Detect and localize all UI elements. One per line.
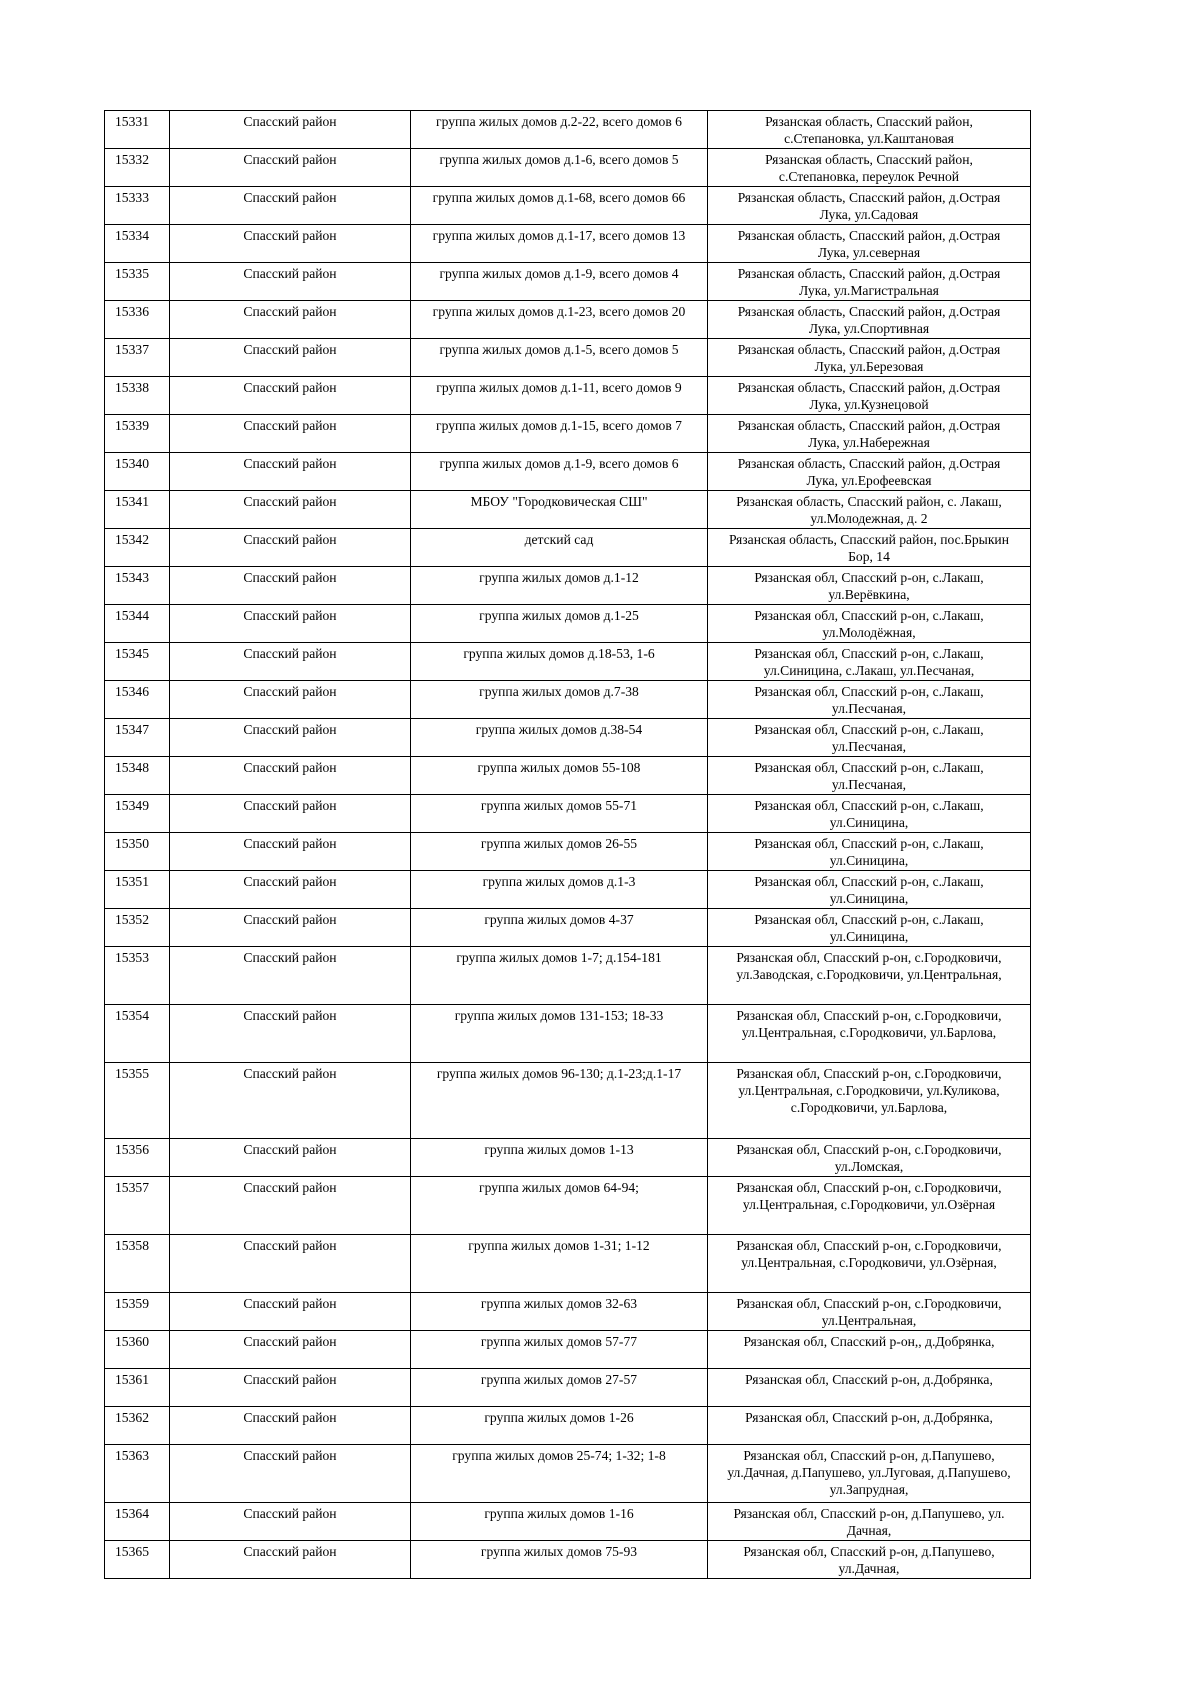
address-line: Лука, ул.Ерофеевская [806, 473, 932, 488]
table-row [105, 339, 1031, 377]
table-row [105, 263, 1031, 301]
address-line: Рязанская область, Спасский район, д.Острая [737, 304, 1001, 319]
table-row [105, 1177, 1031, 1235]
address-line: Бор, 14 [848, 549, 890, 564]
table-row [105, 605, 1031, 643]
address-line: Лука, ул.Спортивная [808, 321, 930, 336]
row-number-cell: 15336 [105, 301, 170, 339]
objects-table-body [105, 111, 1031, 1579]
district-cell: Спасский район [170, 947, 411, 1005]
district-cell: Спасский район [170, 453, 411, 491]
address-line: Рязанская обл, Спасский р-он, с.Лакаш, [754, 836, 984, 851]
address-line: Рязанская обл, Спасский р-он, д.Папушево, [743, 1544, 995, 1559]
address-line: ул.Синицина, [829, 853, 909, 868]
address-line: ул.Заводская, с.Городковичи, ул.Центральная, [736, 967, 1002, 982]
address-cell [708, 187, 1031, 225]
object-cell: группа жилых домов д.1-68, всего домов 66 [411, 187, 708, 225]
object-cell: группа жилых домов д.1-11, всего домов 9 [411, 377, 708, 415]
address-line: ул.Центральная, с.Городковичи, ул.Озёрная, [741, 1255, 997, 1270]
district-cell: Спасский район [170, 1445, 411, 1503]
address-line: с.Степановка, переулок Речной [778, 169, 960, 184]
address-line: Рязанская обл, Спасский р-он, с.Лакаш, [754, 684, 984, 699]
address-line: ул.Дачная, д.Папушево, ул.Луговая, д.Папушево, [727, 1465, 1011, 1480]
row-number-cell: 15349 [105, 795, 170, 833]
row-number-cell: 15347 [105, 719, 170, 757]
table-row [105, 453, 1031, 491]
object-cell: группа жилых домов 55-108 [411, 757, 708, 795]
address-line: ул.Дачная, [838, 1561, 900, 1576]
address-cell [708, 681, 1031, 719]
address-cell [708, 111, 1031, 149]
address-line: ул.Песчаная, [831, 739, 907, 754]
table-row [105, 757, 1031, 795]
address-cell [708, 643, 1031, 681]
district-cell: Спасский район [170, 1369, 411, 1407]
address-cell [708, 453, 1031, 491]
address-cell [708, 1139, 1031, 1177]
district-cell: Спасский район [170, 491, 411, 529]
object-cell: группа жилых домов д.18-53, 1-6 [411, 643, 708, 681]
object-cell: группа жилых домов 1-26 [411, 1407, 708, 1445]
address-line: ул.Синицина, с.Лакаш, ул.Песчаная, [763, 663, 975, 678]
district-cell: Спасский район [170, 339, 411, 377]
address-line: Рязанская обл, Спасский р-он, д.Добрянка, [745, 1372, 993, 1387]
object-cell: группа жилых домов 64-94; [411, 1177, 708, 1235]
address-cell [708, 1503, 1031, 1541]
row-number-cell: 15339 [105, 415, 170, 453]
address-line: Рязанская обл, Спасский р-он, с.Городковичи, [736, 1238, 1002, 1253]
table-row [105, 111, 1031, 149]
table-row [105, 529, 1031, 567]
district-cell: Спасский район [170, 1331, 411, 1369]
object-cell: группа жилых домов 1-7; д.154-181 [411, 947, 708, 1005]
address-line: Рязанская обл, Спасский р-он, с.Лакаш, [754, 760, 984, 775]
address-cell [708, 1063, 1031, 1139]
address-line: Лука, ул.северная [817, 245, 921, 260]
table-row [105, 1063, 1031, 1139]
address-line: Рязанская обл, Спасский р-он, с.Лакаш, [754, 798, 984, 813]
address-line: Дачная, [846, 1523, 892, 1538]
address-line: Рязанская обл, Спасский р-он, с.Городковичи, [736, 1180, 1002, 1195]
row-number-cell: 15352 [105, 909, 170, 947]
object-cell: группа жилых домов 57-77 [411, 1331, 708, 1369]
row-number-cell: 15356 [105, 1139, 170, 1177]
row-number-cell: 15334 [105, 225, 170, 263]
address-line: Рязанская обл, Спасский р-он, д.Добрянка, [745, 1410, 993, 1425]
district-cell: Спасский район [170, 833, 411, 871]
district-cell: Спасский район [170, 567, 411, 605]
address-line: Лука, ул.Садовая [819, 207, 919, 222]
table-row [105, 1369, 1031, 1407]
address-line: Рязанская область, Спасский район, с. Лакаш, [736, 494, 1002, 509]
row-number-cell: 15357 [105, 1177, 170, 1235]
district-cell: Спасский район [170, 1139, 411, 1177]
address-line: Рязанская обл, Спасский р-он, с.Лакаш, [754, 912, 984, 927]
address-line: ул.Молодёжная, [822, 625, 916, 640]
address-cell [708, 1005, 1031, 1063]
address-cell [708, 1445, 1031, 1503]
object-cell: группа жилых домов 1-31; 1-12 [411, 1235, 708, 1293]
district-cell: Спасский район [170, 263, 411, 301]
district-cell: Спасский район [170, 111, 411, 149]
address-line: ул.Синицина, [829, 815, 909, 830]
address-line: Рязанская обл, Спасский р-он, с.Лакаш, [754, 570, 984, 585]
address-cell [708, 1293, 1031, 1331]
address-line: ул.Молодежная, д. 2 [810, 511, 928, 526]
address-cell [708, 1235, 1031, 1293]
object-cell: группа жилых домов 55-71 [411, 795, 708, 833]
row-number-cell: 15364 [105, 1503, 170, 1541]
address-line: Рязанская обл, Спасский р-он,, д.Добрянка, [743, 1334, 995, 1349]
row-number-cell: 15344 [105, 605, 170, 643]
row-number-cell: 15358 [105, 1235, 170, 1293]
table-row [105, 1541, 1031, 1579]
address-cell [708, 605, 1031, 643]
row-number-cell: 15353 [105, 947, 170, 1005]
object-cell: группа жилых домов 32-63 [411, 1293, 708, 1331]
district-cell: Спасский район [170, 1235, 411, 1293]
address-cell [708, 529, 1031, 567]
address-line: Рязанская обл, Спасский р-он, с.Городковичи, [736, 1008, 1002, 1023]
district-cell: Спасский район [170, 643, 411, 681]
address-line: Рязанская обл, Спасский р-он, с.Городковичи, [736, 950, 1002, 965]
address-line: Рязанская обл, Спасский р-он, с.Лакаш, [754, 646, 984, 661]
address-line: Рязанская область, Спасский район, [765, 152, 973, 167]
address-line: Рязанская обл, Спасский р-он, с.Городковичи, [736, 1296, 1002, 1311]
object-cell: группа жилых домов 4-37 [411, 909, 708, 947]
row-number-cell: 15355 [105, 1063, 170, 1139]
district-cell: Спасский район [170, 605, 411, 643]
address-cell [708, 567, 1031, 605]
address-line: Рязанская обл, Спасский р-он, с.Городковичи, [736, 1066, 1002, 1081]
district-cell: Спасский район [170, 719, 411, 757]
address-line: Рязанская область, Спасский район, д.Острая [737, 228, 1001, 243]
address-cell [708, 1369, 1031, 1407]
table-row [105, 681, 1031, 719]
address-line: Рязанская область, Спасский район, д.Острая [737, 418, 1001, 433]
table-row [105, 1235, 1031, 1293]
address-line: с.Степановка, ул.Каштановая [784, 131, 954, 146]
row-number-cell: 15338 [105, 377, 170, 415]
object-cell: группа жилых домов д.1-6, всего домов 5 [411, 149, 708, 187]
row-number-cell: 15350 [105, 833, 170, 871]
row-number-cell: 15331 [105, 111, 170, 149]
row-number-cell: 15361 [105, 1369, 170, 1407]
address-line: Рязанская обл, Спасский р-он, с.Городковичи, [736, 1142, 1002, 1157]
object-cell: группа жилых домов 1-16 [411, 1503, 708, 1541]
district-cell: Спасский район [170, 1063, 411, 1139]
object-cell: группа жилых домов 1-13 [411, 1139, 708, 1177]
district-cell: Спасский район [170, 1503, 411, 1541]
table-row [105, 947, 1031, 1005]
object-cell: группа жилых домов 131-153; 18-33 [411, 1005, 708, 1063]
address-cell [708, 415, 1031, 453]
table-row [105, 567, 1031, 605]
table-row [105, 719, 1031, 757]
table-row [105, 643, 1031, 681]
row-number-cell: 15362 [105, 1407, 170, 1445]
address-line: с.Городковичи, ул.Барлова, [790, 1100, 948, 1115]
address-cell [708, 301, 1031, 339]
district-cell: Спасский район [170, 1005, 411, 1063]
district-cell: Спасский район [170, 909, 411, 947]
object-cell: группа жилых домов д.1-3 [411, 871, 708, 909]
address-cell [708, 1541, 1031, 1579]
district-cell: Спасский район [170, 1293, 411, 1331]
row-number-cell: 15332 [105, 149, 170, 187]
table-row [105, 1503, 1031, 1541]
address-line: Рязанская область, Спасский район, пос.Брыкин [729, 532, 1009, 547]
address-cell [708, 263, 1031, 301]
district-cell: Спасский район [170, 377, 411, 415]
address-line: ул.Ломская, [834, 1159, 904, 1174]
table-row [105, 149, 1031, 187]
district-cell: Спасский район [170, 225, 411, 263]
object-cell: группа жилых домов д.1-9, всего домов 6 [411, 453, 708, 491]
address-line: ул.Песчаная, [831, 777, 907, 792]
address-cell [708, 1177, 1031, 1235]
row-number-cell: 15333 [105, 187, 170, 225]
address-line: Рязанская область, Спасский район, д.Острая [737, 380, 1001, 395]
address-line: ул.Центральная, с.Городковичи, ул.Барлова, [741, 1025, 997, 1040]
district-cell: Спасский район [170, 795, 411, 833]
district-cell: Спасский район [170, 757, 411, 795]
row-number-cell: 15342 [105, 529, 170, 567]
address-line: Лука, ул.Березовая [814, 359, 924, 374]
table-row [105, 377, 1031, 415]
address-cell [708, 909, 1031, 947]
table-row [105, 1331, 1031, 1369]
object-cell: группа жилых домов д.1-5, всего домов 5 [411, 339, 708, 377]
address-cell [708, 1331, 1031, 1369]
table-row [105, 301, 1031, 339]
address-cell [708, 719, 1031, 757]
table-row [105, 795, 1031, 833]
district-cell: Спасский район [170, 871, 411, 909]
objects-table [104, 110, 1031, 1579]
table-row [105, 1407, 1031, 1445]
district-cell: Спасский район [170, 1407, 411, 1445]
row-number-cell: 15363 [105, 1445, 170, 1503]
table-row [105, 415, 1031, 453]
address-cell [708, 225, 1031, 263]
district-cell: Спасский район [170, 529, 411, 567]
object-cell: группа жилых домов 25-74; 1-32; 1-8 [411, 1445, 708, 1503]
row-number-cell: 15343 [105, 567, 170, 605]
object-cell: группа жилых домов 75-93 [411, 1541, 708, 1579]
address-line: Рязанская обл, Спасский р-он, с.Лакаш, [754, 608, 984, 623]
address-line: ул.Синицина, [829, 929, 909, 944]
address-line: ул.Песчаная, [831, 701, 907, 716]
row-number-cell: 15345 [105, 643, 170, 681]
row-number-cell: 15360 [105, 1331, 170, 1369]
address-line: ул.Центральная, [821, 1313, 917, 1328]
object-cell: детский сад [411, 529, 708, 567]
row-number-cell: 15354 [105, 1005, 170, 1063]
row-number-cell: 15341 [105, 491, 170, 529]
address-line: Рязанская область, Спасский район, [765, 114, 973, 129]
table-row [105, 833, 1031, 871]
row-number-cell: 15335 [105, 263, 170, 301]
object-cell: группа жилых домов д.1-17, всего домов 13 [411, 225, 708, 263]
address-cell [708, 491, 1031, 529]
district-cell: Спасский район [170, 149, 411, 187]
object-cell: группа жилых домов 27-57 [411, 1369, 708, 1407]
object-cell: группа жилых домов д.1-23, всего домов 20 [411, 301, 708, 339]
address-cell [708, 871, 1031, 909]
object-cell: группа жилых домов д.1-12 [411, 567, 708, 605]
address-cell [708, 947, 1031, 1005]
address-line: Лука, ул.Магистральная [799, 283, 939, 298]
row-number-cell: 15346 [105, 681, 170, 719]
row-number-cell: 15359 [105, 1293, 170, 1331]
row-number-cell: 15337 [105, 339, 170, 377]
row-number-cell: 15348 [105, 757, 170, 795]
object-cell: группа жилых домов д.1-25 [411, 605, 708, 643]
row-number-cell: 15351 [105, 871, 170, 909]
object-cell: группа жилых домов 96-130; д.1-23;д.1-17 [411, 1063, 708, 1139]
row-number-cell: 15365 [105, 1541, 170, 1579]
address-line: Лука, ул.Набережная [808, 435, 930, 450]
object-cell: группа жилых домов д.1-9, всего домов 4 [411, 263, 708, 301]
address-line: ул.Верёвкина, [828, 587, 910, 602]
district-cell: Спасский район [170, 1177, 411, 1235]
table-row [105, 225, 1031, 263]
address-line: Рязанская обл, Спасский р-он, д.Папушево, [743, 1448, 995, 1463]
table-row [105, 1139, 1031, 1177]
table-row [105, 909, 1031, 947]
district-cell: Спасский район [170, 415, 411, 453]
district-cell: Спасский район [170, 681, 411, 719]
address-cell [708, 1407, 1031, 1445]
district-cell: Спасский район [170, 301, 411, 339]
table-row [105, 1445, 1031, 1503]
table-row [105, 1005, 1031, 1063]
address-cell [708, 833, 1031, 871]
row-number-cell: 15340 [105, 453, 170, 491]
address-line: Рязанская обл, Спасский р-он, с.Лакаш, [754, 874, 984, 889]
object-cell: группа жилых домов д.38-54 [411, 719, 708, 757]
district-cell: Спасский район [170, 1541, 411, 1579]
address-line: Рязанская область, Спасский район, д.Острая [737, 456, 1001, 471]
address-line: ул.Центральная, с.Городковичи, ул.Озёрная [742, 1197, 996, 1212]
object-cell: МБОУ "Городковическая СШ" [411, 491, 708, 529]
address-cell [708, 757, 1031, 795]
table-row [105, 1293, 1031, 1331]
address-cell [708, 339, 1031, 377]
address-cell [708, 377, 1031, 415]
address-line: ул.Центральная, с.Городковичи, ул.Куликова, [738, 1083, 1000, 1098]
object-cell: группа жилых домов д.2-22, всего домов 6 [411, 111, 708, 149]
object-cell: группа жилых домов 26-55 [411, 833, 708, 871]
address-line: ул.Синицина, [829, 891, 909, 906]
address-line: ул.Запрудная, [829, 1482, 909, 1497]
address-cell [708, 149, 1031, 187]
object-cell: группа жилых домов д.1-15, всего домов 7 [411, 415, 708, 453]
address-line: Рязанская область, Спасский район, д.Острая [737, 266, 1001, 281]
district-cell: Спасский район [170, 187, 411, 225]
object-cell: группа жилых домов д.7-38 [411, 681, 708, 719]
address-line: Рязанская обл, Спасский р-он, д.Папушево, ул. [733, 1506, 1005, 1521]
table-row [105, 187, 1031, 225]
address-cell [708, 795, 1031, 833]
address-line: Рязанская область, Спасский район, д.Острая [737, 190, 1001, 205]
address-line: Лука, ул.Кузнецовой [809, 397, 929, 412]
table-row [105, 871, 1031, 909]
table-row [105, 491, 1031, 529]
address-line: Рязанская обл, Спасский р-он, с.Лакаш, [754, 722, 984, 737]
address-line: Рязанская область, Спасский район, д.Острая [737, 342, 1001, 357]
